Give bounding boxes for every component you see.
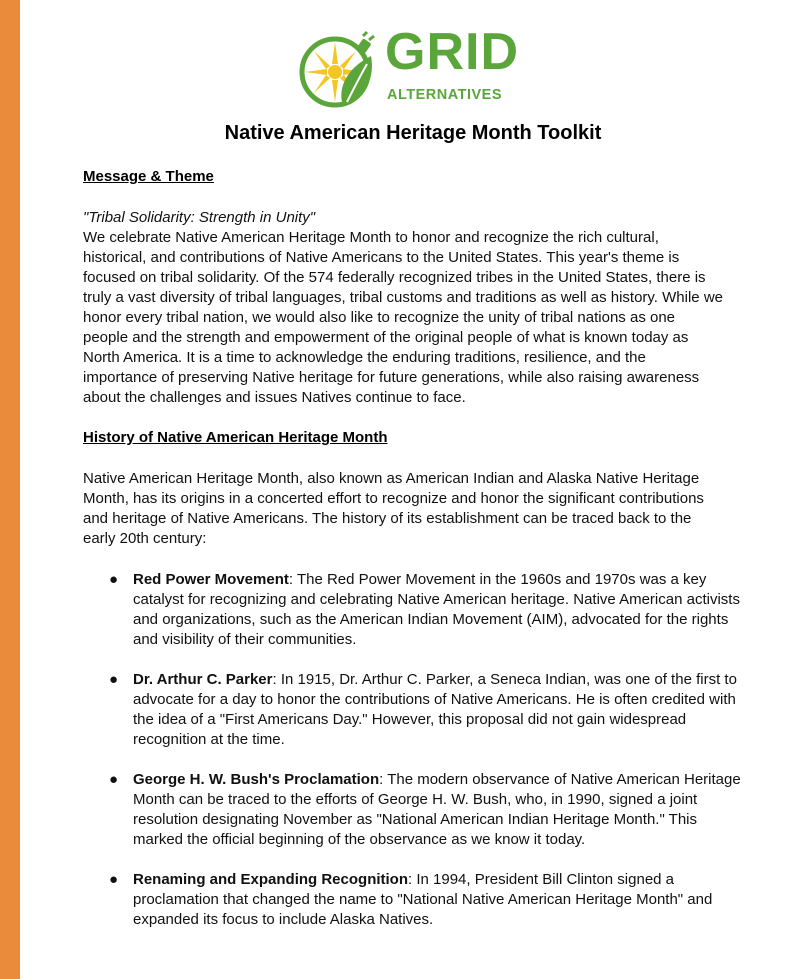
document-title: Native American Heritage Month Toolkit bbox=[224, 122, 602, 144]
bullet-dot: ● bbox=[109, 871, 119, 888]
bullet-term: Red Power Movement bbox=[133, 571, 289, 588]
message-theme-heading: Message & Theme bbox=[83, 168, 214, 185]
list-item bbox=[83, 870, 743, 930]
bullet-dot: ● bbox=[109, 671, 119, 688]
bullet-text: : The modern observance of Native American Heritage Month can be traced to the efforts of George H. W. Bush, who, in 1990, signed a joint resolution designating November as "National American Indian Heritage Month." This marked the official beginning of the observance as we know it today. bbox=[133, 771, 741, 848]
theme-quote: "Tribal Solidarity: Strength in Unity" bbox=[83, 209, 316, 226]
bullet-dot: ● bbox=[109, 571, 119, 588]
history-intro-paragraph: Native American Heritage Month, also known as American Indian and Alaska Native Heritage Month, has its origins in a concerted effort to recognize and honor the significant contributions and heritage of Native Americans. The history of its establishment can be traced back to the early 20th century: bbox=[83, 470, 704, 547]
grid-alternatives-logo bbox=[297, 23, 519, 112]
bullet-term: Renaming and Expanding Recognition bbox=[133, 871, 409, 888]
logo-wordmark: GRID bbox=[385, 23, 519, 81]
bullet-dot: ● bbox=[109, 771, 119, 788]
list-item bbox=[83, 770, 743, 850]
history-heading: History of Native American Heritage Month bbox=[83, 429, 388, 446]
bullet-term: George H. W. Bush's Proclamation bbox=[133, 771, 380, 788]
bullet-text: : In 1994, President Bill Clinton signed a proclamation that changed the name to "National Native American Heritage Month" and expanded its focus to include Alaska Natives. bbox=[133, 871, 713, 928]
sun-leaf-plug-icon bbox=[297, 30, 381, 112]
bullet-text: : The Red Power Movement in the 1960s and 1970s was a key catalyst for recognizing and celebrating Native American heritage. Native American activists and organizations, such as the American Indian Movement (AIM), advocated for the rights and visibility of their communities. bbox=[133, 571, 740, 648]
bullet-text: : In 1915, Dr. Arthur C. Parker, a Seneca Indian, was one of the first to advocate for a day to honor the contributions of Native Americans. He is often credited with the idea of a "First Americans Day." However, this proposal did not gain widespread recognition at the time. bbox=[133, 671, 737, 748]
page-left-accent-bar bbox=[0, 0, 20, 979]
bullet-term: Dr. Arthur C. Parker bbox=[133, 671, 273, 688]
list-item bbox=[83, 570, 743, 650]
logo-subtitle: ALTERNATIVES bbox=[387, 87, 503, 103]
list-item bbox=[83, 670, 743, 750]
history-bullet-list bbox=[83, 570, 743, 950]
message-body-paragraph: We celebrate Native American Heritage Month to honor and recognize the rich cultural, historical, and contributions of Native Americans to the United States. This year's theme is focused on tribal solidarity. Of the 574 federally recognized tribes in the United States, there is truly a vast diversity of tribal languages, tribal customs and traditions as well as history. While we honor every tribal nation, we would also like to recognize the unity of tribal nations as one people and the strength and empowerment of the original people of what is known today as North America. It is a time to acknowledge the enduring traditions, resilience, and the importance of preserving Native heritage for future generations, while also raising awareness about the challenges and issues Natives continue to face. bbox=[83, 229, 723, 406]
